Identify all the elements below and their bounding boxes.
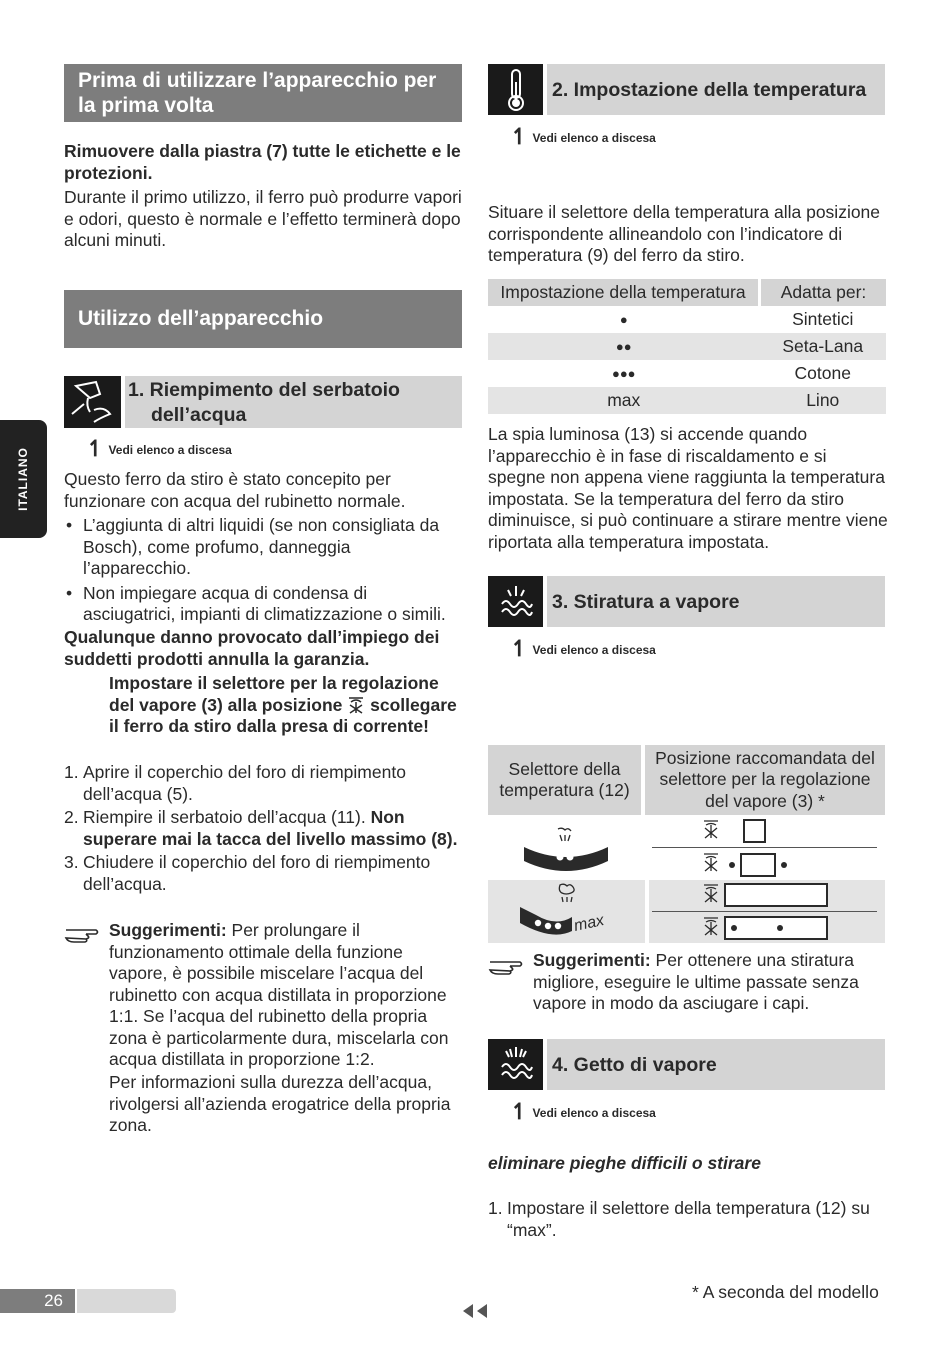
page-number-box	[0, 1289, 75, 1313]
steam-icon	[488, 576, 543, 627]
steam-ironing-title	[547, 576, 885, 627]
step1-title-line2: dell’acqua	[151, 404, 247, 426]
dropdown-hint[interactable]	[510, 124, 656, 150]
dropdown-hint-label: Vedi elenco a discesa	[532, 643, 656, 657]
warnings-list	[64, 515, 462, 626]
side-language-tab	[0, 420, 47, 538]
step-text: Chiudere il coperchio del foro di riempimento dell’acqua.	[83, 852, 431, 894]
step-number: 3.	[64, 852, 79, 872]
table-row	[488, 360, 886, 387]
water-filling-icon	[64, 376, 121, 428]
dropdown-hint[interactable]	[510, 1099, 656, 1125]
step1-title	[125, 376, 462, 428]
no-steam-icon	[347, 696, 365, 714]
temperature-title-text: 2. Impostazione della temperatura	[552, 79, 867, 101]
step-bold: Non superare mai la tacca del livello massimo (8).	[83, 807, 458, 849]
arrow-up-icon: ↿	[510, 124, 529, 149]
steam-notice-a: Impostare il selettore per la regolazione del vapore (3) alla posizione	[109, 673, 439, 715]
steam-notice-b: scollegare il ferro da stiro dalla presa di corrente!	[109, 694, 457, 736]
list-item	[64, 807, 462, 850]
row-divider	[652, 911, 877, 912]
list-item	[488, 1198, 885, 1241]
dropdown-hint-label: Vedi elenco a discesa	[532, 1106, 656, 1120]
step-text: Riempire il serbatoio dell’acqua (11).	[83, 807, 371, 827]
remove-labels-text: Rimuovere dalla piastra (7) tutte le etichette e le protezioni.	[64, 141, 461, 183]
steam-shot-steps	[488, 1198, 885, 1241]
section-title-text: Prima di utilizzare l’apparecchio per la prima volta	[78, 69, 437, 117]
dropdown-hint[interactable]	[510, 636, 656, 662]
tips-text: Per prolungare il funzionamento ottimale della funzione vapore, è possibile miscelare l’acqua del rubinetto con acqua distillata in proporzione 1:1. Se l’acqua del rubinetto della propria zona è particolarmente dura, miscelarla con acqua distillata in proporzione 1:2.	[109, 920, 449, 1069]
step-number: 2.	[64, 807, 79, 827]
steam-ironing-title-text: 3. Stiratura a vapore	[552, 591, 740, 613]
header-right-text: Posizione raccomandata del selettore per la regolazione del vapore (3) *	[655, 747, 875, 811]
pointing-hand-icon	[64, 922, 100, 946]
steam-level-min-icon	[702, 818, 772, 844]
arrow-up-icon: ↿	[86, 436, 105, 461]
step-number: 1.	[64, 762, 79, 782]
table-header-row	[488, 279, 886, 306]
section-title-usage	[64, 290, 462, 348]
indicator-lamp-paragraph: La spia luminosa (13) si accende quando l’apparecchio è in fase di riscaldamento e si spegne non appena viene raggiunta la temperatura impostata. Se la temperatura del ferro da stiro diminuisce, si può continuare a stirare mentre viene riportata alla temperatura impostata.	[488, 424, 888, 552]
table-row	[488, 306, 886, 333]
steam-level-low-icon	[702, 851, 812, 877]
list-item: • Non impiegare acqua di condensa di asciugatrici, impianti di climatizzazione o simili.	[64, 583, 462, 626]
step-text: Aprire il coperchio del foro di riempimento dell’acqua (5).	[83, 762, 406, 804]
step1-title-line1: 1. Riempimento del serbatoio	[128, 379, 400, 401]
column-gap	[645, 880, 649, 943]
temperature-title	[547, 64, 885, 115]
section-title-text: Utilizzo dell’apparecchio	[78, 307, 324, 330]
table-cell: max	[488, 387, 760, 414]
steam-level-max-icon	[702, 915, 832, 941]
dropdown-hint-label: Vedi elenco a discesa	[108, 443, 232, 457]
steam-shot-italic: eliminare pieghe difficili o stirare	[488, 1153, 761, 1173]
table-cell: Seta-Lana	[760, 333, 887, 360]
list-item: • L’aggiunta di altri liquidi (se non consigliata da Bosch), come profumo, danneggia l’apparecchio.	[64, 515, 462, 580]
dropdown-hint-label: Vedi elenco a discesa	[532, 131, 656, 145]
steam-shot-title-text: 4. Getto di vapore	[552, 1054, 717, 1076]
warranty-notice: Qualunque danno provocato dall’impiego dei suddetti prodotti annulla la garanzia.	[64, 627, 440, 669]
dial-max-label: max	[572, 912, 606, 935]
tips-label: Suggerimenti:	[533, 950, 651, 970]
steam-shot-icon	[488, 1039, 543, 1090]
dropdown-hint[interactable]	[86, 436, 232, 462]
steam-shot-title	[547, 1039, 885, 1090]
table-header-cell	[488, 745, 641, 815]
table-header-cell: Adatta per:	[760, 279, 887, 306]
first-use-paragraph: Durante il primo utilizzo, il ferro può produrre vapori e odori, questo è normale e l’effetto terminerà dopo alcuni minuti.	[64, 187, 462, 250]
tips-text: Per ottenere una stiratura migliore, eseguire le ultime passate senza vapore in modo da asciugare i capi.	[533, 950, 859, 1013]
dial-low-temp-icon	[520, 827, 612, 871]
steam-tips-paragraph	[533, 950, 885, 1015]
double-left-arrow-icon[interactable]	[461, 1303, 489, 1319]
list-item	[64, 762, 462, 805]
steam-level-medium-icon	[702, 882, 832, 908]
table-cell: Sintetici	[792, 309, 854, 329]
list-item	[64, 852, 462, 895]
row-divider	[652, 847, 877, 848]
table-header-cell	[645, 745, 885, 815]
side-tab-label: ITALIANO	[16, 447, 30, 511]
table-cell: ●●●	[611, 366, 636, 381]
step-number: 1.	[488, 1198, 503, 1218]
section-title-first-use	[64, 64, 462, 122]
tips-paragraph	[109, 920, 465, 1071]
step-text: Impostare il selettore della temperatura (12) su “max”.	[507, 1198, 870, 1240]
page-number-bar	[0, 1289, 176, 1313]
header-left-text: Selettore della temperatura (12)	[499, 758, 630, 800]
step1-intro: Questo ferro da stiro è stato concepito per funzionare con acqua del rubinetto normale.	[64, 469, 406, 511]
steam-settings-table	[488, 745, 885, 943]
page-bar-fill	[77, 1289, 176, 1313]
temperature-table	[488, 279, 886, 414]
filling-steps	[64, 762, 462, 895]
thermometer-icon	[488, 64, 543, 115]
table-cell: ●	[619, 312, 628, 327]
table-cell: Lino	[760, 387, 887, 414]
tips-label: Suggerimenti:	[109, 920, 227, 940]
footnote: * A seconda del modello	[692, 1282, 879, 1302]
table-cell: ●●	[488, 333, 760, 360]
pointing-hand-icon	[488, 954, 524, 978]
table-row	[488, 333, 886, 360]
steam-selector-notice	[109, 673, 463, 738]
table-row	[488, 387, 886, 414]
table-cell: Cotone	[794, 363, 851, 383]
arrow-up-icon: ↿	[510, 636, 529, 661]
temperature-paragraph: Situare il selettore della temperatura alla posizione corrispondente allineandolo con l’indicatore di temperatura (9) del ferro da stiro.	[488, 202, 881, 265]
arrow-up-icon: ↿	[510, 1099, 529, 1124]
water-hardness-paragraph: Per informazioni sulla durezza dell’acqua, rivolgersi all’azienda erogatrice della propria zona.	[109, 1072, 451, 1135]
table-header-cell: Impostazione della temperatura	[488, 279, 760, 306]
page-number: 26	[44, 1291, 63, 1310]
